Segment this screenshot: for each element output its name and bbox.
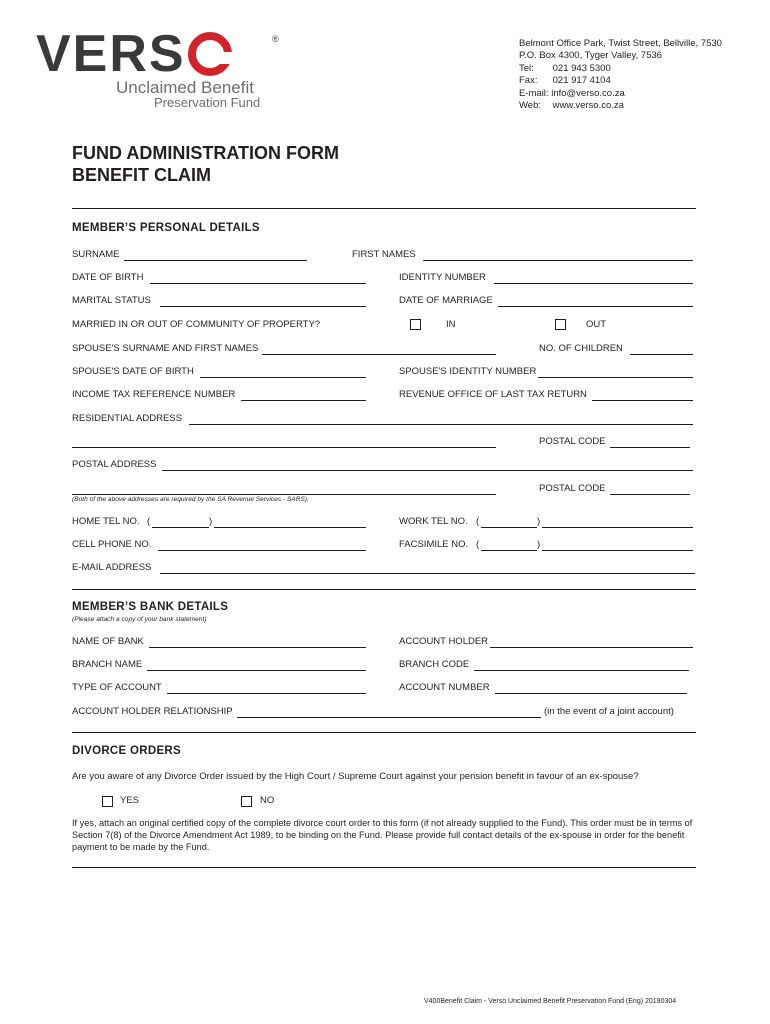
divorce-no-checkbox[interactable] — [241, 796, 252, 807]
postal-address-field-2[interactable] — [72, 494, 496, 495]
account-holder-field[interactable] — [490, 647, 693, 648]
divider — [72, 589, 696, 590]
no-children-label: NO. OF CHILDREN — [539, 343, 623, 354]
branch-code-field[interactable] — [474, 670, 689, 671]
home-tel-open-paren: ( — [147, 516, 151, 527]
no-children-field[interactable] — [630, 354, 693, 355]
spouse-id-label: SPOUSE'S IDENTITY NUMBER — [399, 366, 537, 377]
work-tel-close-paren: ) — [537, 516, 541, 527]
income-tax-label: INCOME TAX REFERENCE NUMBER — [72, 389, 236, 400]
fax-number-field[interactable] — [542, 550, 693, 551]
work-tel-code-field[interactable] — [481, 527, 537, 528]
postal-code-field-2[interactable] — [610, 494, 690, 495]
branch-code-label: BRANCH CODE — [399, 659, 470, 670]
spouse-names-field[interactable] — [262, 354, 496, 355]
email-address-label: E-MAIL ADDRESS — [72, 562, 152, 573]
footer-reference: V400Benefit Claim - Verso Unclaimed Benefit Preservation Fund (Eng) 20190304 — [424, 998, 677, 1005]
marital-status-label: MARITAL STATUS — [72, 295, 151, 306]
date-of-marriage-label: DATE OF MARRIAGE — [399, 295, 493, 306]
tel-value: 021 943 5300 — [552, 62, 611, 74]
tel-line — [519, 63, 722, 75]
date-of-marriage-field[interactable] — [498, 306, 693, 307]
dob-label: DATE OF BIRTH — [72, 272, 144, 283]
home-tel-code-field[interactable] — [152, 527, 209, 528]
name-of-bank-label: NAME OF BANK — [72, 636, 144, 647]
home-tel-close-paren: ) — [209, 516, 213, 527]
email-line — [519, 88, 722, 100]
revenue-office-field[interactable] — [592, 400, 693, 401]
first-names-field[interactable] — [423, 260, 693, 261]
home-tel-label: HOME TEL NO. — [72, 516, 140, 527]
surname-label: SURNAME — [72, 249, 120, 260]
out-label: OUT — [586, 319, 607, 330]
spouse-id-field[interactable] — [538, 377, 693, 378]
logo-subtitle-2: Preservation Fund — [154, 95, 261, 110]
residential-address-field-2[interactable] — [72, 447, 496, 448]
verso-logo — [36, 25, 232, 83]
fax-open-paren: ( — [476, 539, 480, 550]
divider — [72, 208, 696, 209]
account-number-label: ACCOUNT NUMBER — [399, 682, 490, 693]
web-label: Web: — [519, 100, 542, 112]
divorce-no-label: NO — [260, 795, 275, 806]
surname-field[interactable] — [124, 260, 307, 261]
web-value: www.verso.co.za — [552, 100, 624, 112]
email-label: E-mail: — [519, 87, 549, 99]
sars-note: (Both of the above addresses are required by the SA Revenue Services - SARS). — [72, 496, 309, 503]
type-of-account-field[interactable] — [167, 693, 366, 694]
postal-code-label-2: POSTAL CODE — [539, 483, 606, 494]
out-community-checkbox[interactable] — [555, 319, 566, 330]
holder-relationship-label: ACCOUNT HOLDER RELATIONSHIP — [72, 706, 233, 717]
form-title-line-1: FUND ADMINISTRATION FORM — [72, 143, 339, 163]
type-of-account-label: TYPE OF ACCOUNT — [72, 682, 162, 693]
bank-statement-note: (Please attach a copy of your bank statement) — [72, 616, 207, 623]
email-address-field[interactable] — [160, 573, 695, 574]
po-box-line: P.O. Box 4300, Tyger Valley, 7536 — [519, 50, 662, 62]
form-title-line-2: BENEFIT CLAIM — [72, 165, 211, 185]
account-number-field[interactable] — [495, 693, 687, 694]
spouse-names-label: SPOUSE'S SURNAME AND FIRST NAMES — [72, 343, 259, 354]
residential-address-field-1[interactable] — [189, 424, 693, 425]
contact-block — [519, 38, 722, 112]
postal-code-label-1: POSTAL CODE — [539, 436, 606, 447]
form-title — [72, 142, 339, 186]
holder-relationship-field[interactable] — [237, 717, 541, 718]
divorce-yes-label: YES — [120, 795, 140, 806]
fax-line — [519, 75, 722, 87]
fax-close-paren: ) — [537, 539, 541, 550]
id-number-label: IDENTITY NUMBER — [399, 272, 486, 283]
address-line: Belmont Office Park, Twist Street, Bellville, 7530 — [519, 38, 722, 49]
postal-code-field-1[interactable] — [610, 447, 690, 448]
dob-field[interactable] — [150, 283, 366, 284]
personal-section-heading: MEMBER’S PERSONAL DETAILS — [72, 222, 260, 234]
name-of-bank-field[interactable] — [149, 647, 366, 648]
in-label: IN — [446, 319, 456, 330]
joint-account-note: (in the event of a joint account) — [544, 706, 674, 717]
home-tel-number-field[interactable] — [214, 527, 366, 528]
tel-label: Tel: — [519, 62, 534, 74]
in-community-checkbox[interactable] — [410, 319, 421, 330]
work-tel-label: WORK TEL NO. — [399, 516, 468, 527]
cell-phone-field[interactable] — [158, 550, 366, 551]
residential-address-label: RESIDENTIAL ADDRESS — [72, 413, 182, 424]
spouse-dob-label: SPOUSE'S DATE OF BIRTH — [72, 366, 194, 377]
divorce-yes-checkbox[interactable] — [102, 796, 113, 807]
community-question: MARRIED IN OR OUT OF COMMUNITY OF PROPERTY? — [72, 319, 321, 330]
marital-status-field[interactable] — [160, 306, 366, 307]
first-names-label: FIRST NAMES — [352, 249, 416, 260]
divorce-question: Are you aware of any Divorce Order issued by the High Court / Supreme Court against your pension benefit in favour of an ex-spouse? — [72, 771, 639, 782]
work-tel-number-field[interactable] — [542, 527, 693, 528]
income-tax-field[interactable] — [241, 400, 366, 401]
divider — [72, 732, 696, 733]
registered-mark: ® — [272, 34, 279, 44]
revenue-office-label: REVENUE OFFICE OF LAST TAX RETURN — [399, 389, 587, 400]
logo-subtitle-1: Unclaimed Benefit — [116, 78, 254, 97]
facsimile-label: FACSIMILE NO. — [399, 539, 469, 550]
logo-o-mark — [188, 32, 232, 76]
web-line — [519, 100, 722, 112]
postal-address-label: POSTAL ADDRESS — [72, 459, 157, 470]
divorce-instructions: If yes, attach an original certified copy of the complete divorce court order to this form (if not already supplied to the Fund). This order must be in terms of Section 7(8) of the Divorce Amendment Act 1989, to be binding on the Fund. Please provide full contact details of the ex-spouse in order for the benefit payment to be made by the Fund. — [72, 818, 693, 853]
fax-label: Fax: — [519, 75, 538, 87]
branch-name-field[interactable] — [147, 670, 366, 671]
logo-text: VERS — [36, 25, 186, 83]
spouse-dob-field[interactable] — [200, 377, 366, 378]
work-tel-open-paren: ( — [476, 516, 480, 527]
account-holder-label: ACCOUNT HOLDER — [399, 636, 489, 647]
divorce-section-heading: DIVORCE ORDERS — [72, 745, 181, 757]
bank-section-heading: MEMBER’S BANK DETAILS — [72, 601, 229, 613]
postal-address-field-1[interactable] — [162, 470, 693, 471]
fax-code-field[interactable] — [481, 550, 537, 551]
cell-phone-label: CELL PHONE NO. — [72, 539, 152, 550]
fax-value: 021 917 4104 — [552, 75, 611, 87]
email-value: info@verso.co.za — [551, 87, 625, 99]
id-number-field[interactable] — [494, 283, 693, 284]
divider — [72, 867, 696, 868]
branch-name-label: BRANCH NAME — [72, 659, 143, 670]
